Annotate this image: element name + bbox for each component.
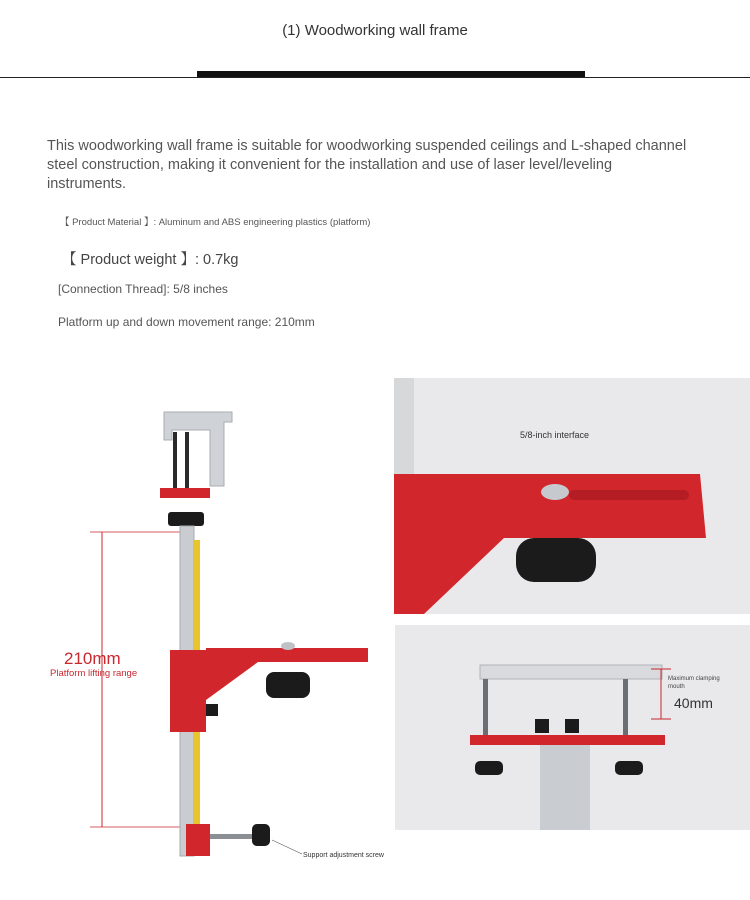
interface-label: 5/8-inch interface — [520, 430, 590, 440]
product-description: This woodworking wall frame is suitable for woodworking suspended ceilings and L-shaped channel steel construction, making it convenient for the installation and use of laser level/leveling instruments. — [47, 138, 687, 192]
spec-range: Platform up and down movement range: 210mm — [58, 315, 315, 329]
interface-photo-art — [394, 378, 750, 614]
clamp-red-plate — [470, 735, 665, 745]
thread-screw — [541, 484, 569, 500]
range-caption-label: Platform lifting range — [50, 668, 138, 679]
bottom-red-block — [186, 824, 210, 856]
support-screw-rod — [210, 834, 254, 839]
clamp-screw-left — [173, 432, 177, 492]
wall-frame-illustration — [40, 400, 390, 880]
clamp-mouth-label: Maximum clamping mouth — [668, 676, 720, 690]
clamp-knob-left — [475, 761, 503, 775]
clamp-knob-right — [615, 761, 643, 775]
clamp-pole — [540, 735, 590, 830]
interface-photo — [394, 378, 750, 614]
clamp-photo — [395, 625, 750, 830]
clamp-screw-b — [623, 679, 628, 737]
clamp-screw-right — [185, 432, 189, 492]
adjust-slot — [569, 490, 689, 500]
spec-weight: 【 Product weight 】: 0.7kg — [62, 252, 239, 268]
platform-screw — [281, 642, 295, 650]
clamp-screw-a — [483, 679, 488, 737]
clamp-nut-b — [565, 719, 579, 733]
platform-knob — [266, 672, 310, 698]
clamp-value-label: 40mm — [674, 695, 713, 711]
spec-material: 【 Product Material 】: Aluminum and ABS engineering plastics (platform) — [60, 217, 371, 228]
slider-lock — [206, 704, 218, 716]
page-title: (1) Woodworking wall frame — [282, 22, 468, 39]
top-knob — [168, 512, 204, 526]
clamp-photo-art — [395, 625, 750, 830]
support-screw-label: Support adjustment screw — [303, 852, 384, 859]
title-divider — [0, 77, 750, 78]
clamp-nut-a — [535, 719, 549, 733]
range-value-label: 210mm — [64, 649, 121, 668]
clamp-top-plate — [480, 665, 662, 679]
support-leader-line — [272, 840, 302, 854]
spec-thread: [Connection Thread]: 5/8 inches — [58, 282, 228, 296]
top-red-plate — [160, 488, 210, 498]
support-knob — [252, 824, 270, 846]
platform-knob-closeup — [516, 538, 596, 582]
platform-slider — [170, 650, 206, 732]
